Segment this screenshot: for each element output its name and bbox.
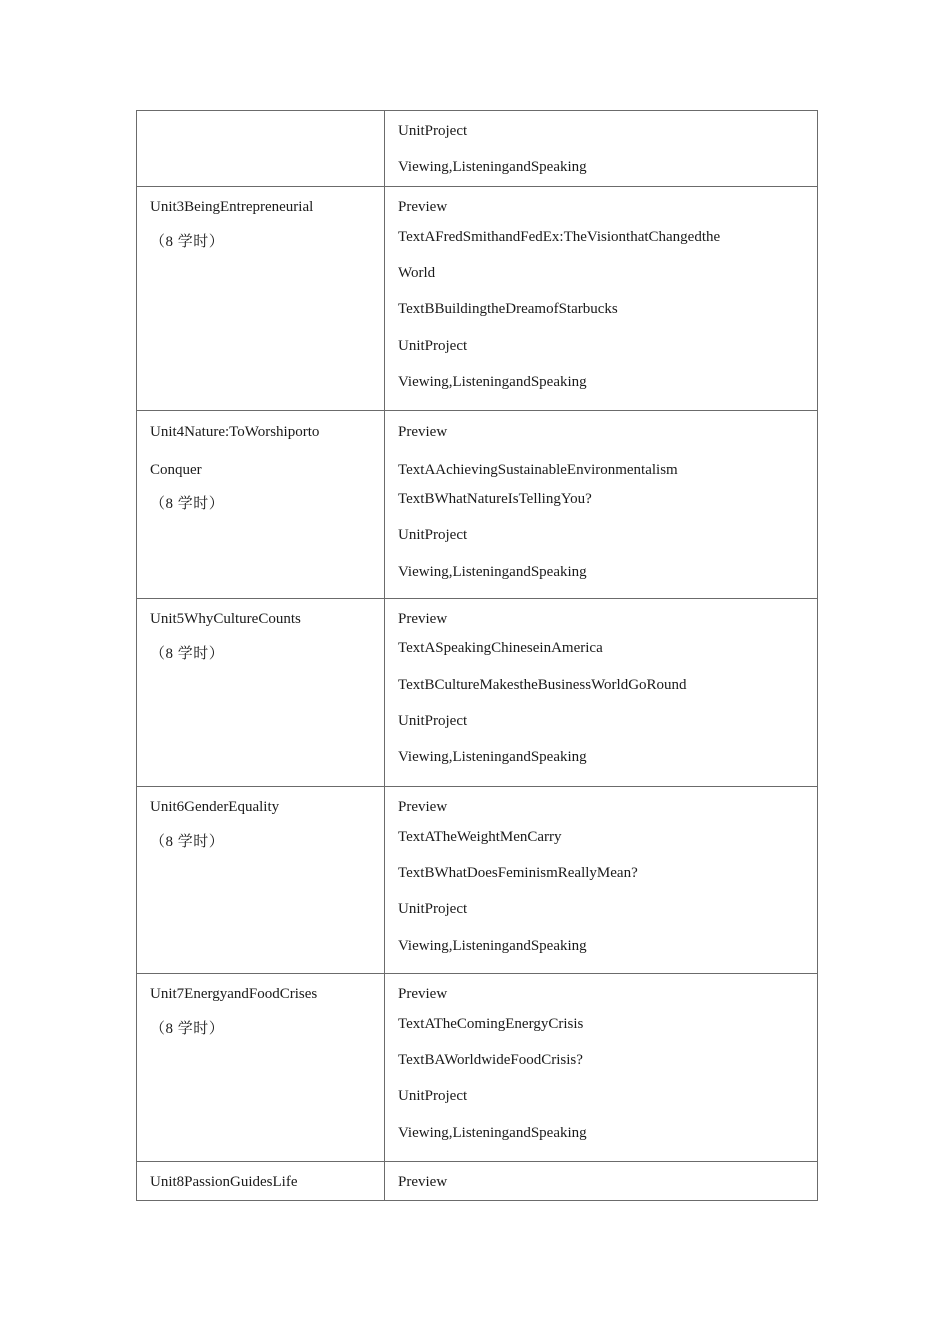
unit-cell [137,974,385,1162]
unit-title: Unit3BeingEntrepreneurial [150,199,314,215]
unit-hours: （8 学时） [150,234,225,250]
table-row [137,111,818,187]
content-cell [385,111,818,187]
unit-title: Unit4Nature:ToWorshiporto [150,424,320,440]
content-item: TextBWhatDoesFeminismReallyMean? [398,865,638,881]
table-row [137,187,818,411]
content-item: TextBAWorldwideFoodCrisis? [398,1052,583,1068]
content-item: World [398,265,436,281]
unit-hours: （8 学时） [150,496,225,512]
content-item: Viewing,ListeningandSpeaking [398,564,587,580]
content-item: Preview [398,611,448,627]
content-item: TextBCultureMakestheBusinessWorldGoRound [398,677,687,693]
content-item: Preview [398,424,448,440]
content-cell [385,599,818,787]
unit-hours: （8 学时） [150,834,225,850]
content-item: UnitProject [398,527,468,543]
content-cell [385,1162,818,1201]
unit-hours: （8 学时） [150,646,225,662]
unit-hours: （8 学时） [150,1021,225,1037]
unit-title: Unit8PassionGuidesLife [150,1174,298,1190]
course-schedule-table [136,110,818,1201]
content-item: TextBWhatNatureIsTellingYou? [398,491,592,507]
table-row [137,974,818,1162]
content-cell [385,411,818,599]
content-item: UnitProject [398,713,468,729]
unit-title: Unit6GenderEquality [150,799,280,815]
content-item: TextBBuildingtheDreamofStarbucks [398,301,618,317]
content-item: Preview [398,1174,448,1190]
content-item: Viewing,ListeningandSpeaking [398,159,587,175]
content-item: Viewing,ListeningandSpeaking [398,749,587,765]
content-item: UnitProject [398,901,468,917]
content-item: TextAAchievingSustainableEnvironmentalism [398,462,678,478]
content-item: Preview [398,799,448,815]
table-row [137,599,818,787]
unit-cell [137,599,385,787]
content-cell [385,974,818,1162]
content-cell [385,187,818,411]
unit-cell [137,787,385,974]
unit-cell [137,1162,385,1201]
content-item: TextASpeakingChineseinAmerica [398,640,603,656]
content-item: TextATheWeightMenCarry [398,829,562,845]
content-item: Viewing,ListeningandSpeaking [398,938,587,954]
content-item: TextATheComingEnergyCrisis [398,1016,584,1032]
unit-title-continued: Conquer [150,462,202,478]
content-item: TextAFredSmithandFedEx:TheVisionthatChangedthe [398,229,721,245]
table-row [137,411,818,599]
content-item: UnitProject [398,1088,468,1104]
content-item: Viewing,ListeningandSpeaking [398,1125,587,1141]
unit-cell [137,411,385,599]
unit-cell [137,111,385,187]
content-item: Preview [398,986,448,1002]
unit-cell [137,187,385,411]
table-row [137,1162,818,1201]
table-row [137,787,818,974]
content-item: Viewing,ListeningandSpeaking [398,374,587,390]
content-cell [385,787,818,974]
unit-title: Unit5WhyCultureCounts [150,611,301,627]
content-item: UnitProject [398,338,468,354]
content-item: Preview [398,199,448,215]
content-item: UnitProject [398,123,468,139]
unit-title: Unit7EnergyandFoodCrises [150,986,318,1002]
